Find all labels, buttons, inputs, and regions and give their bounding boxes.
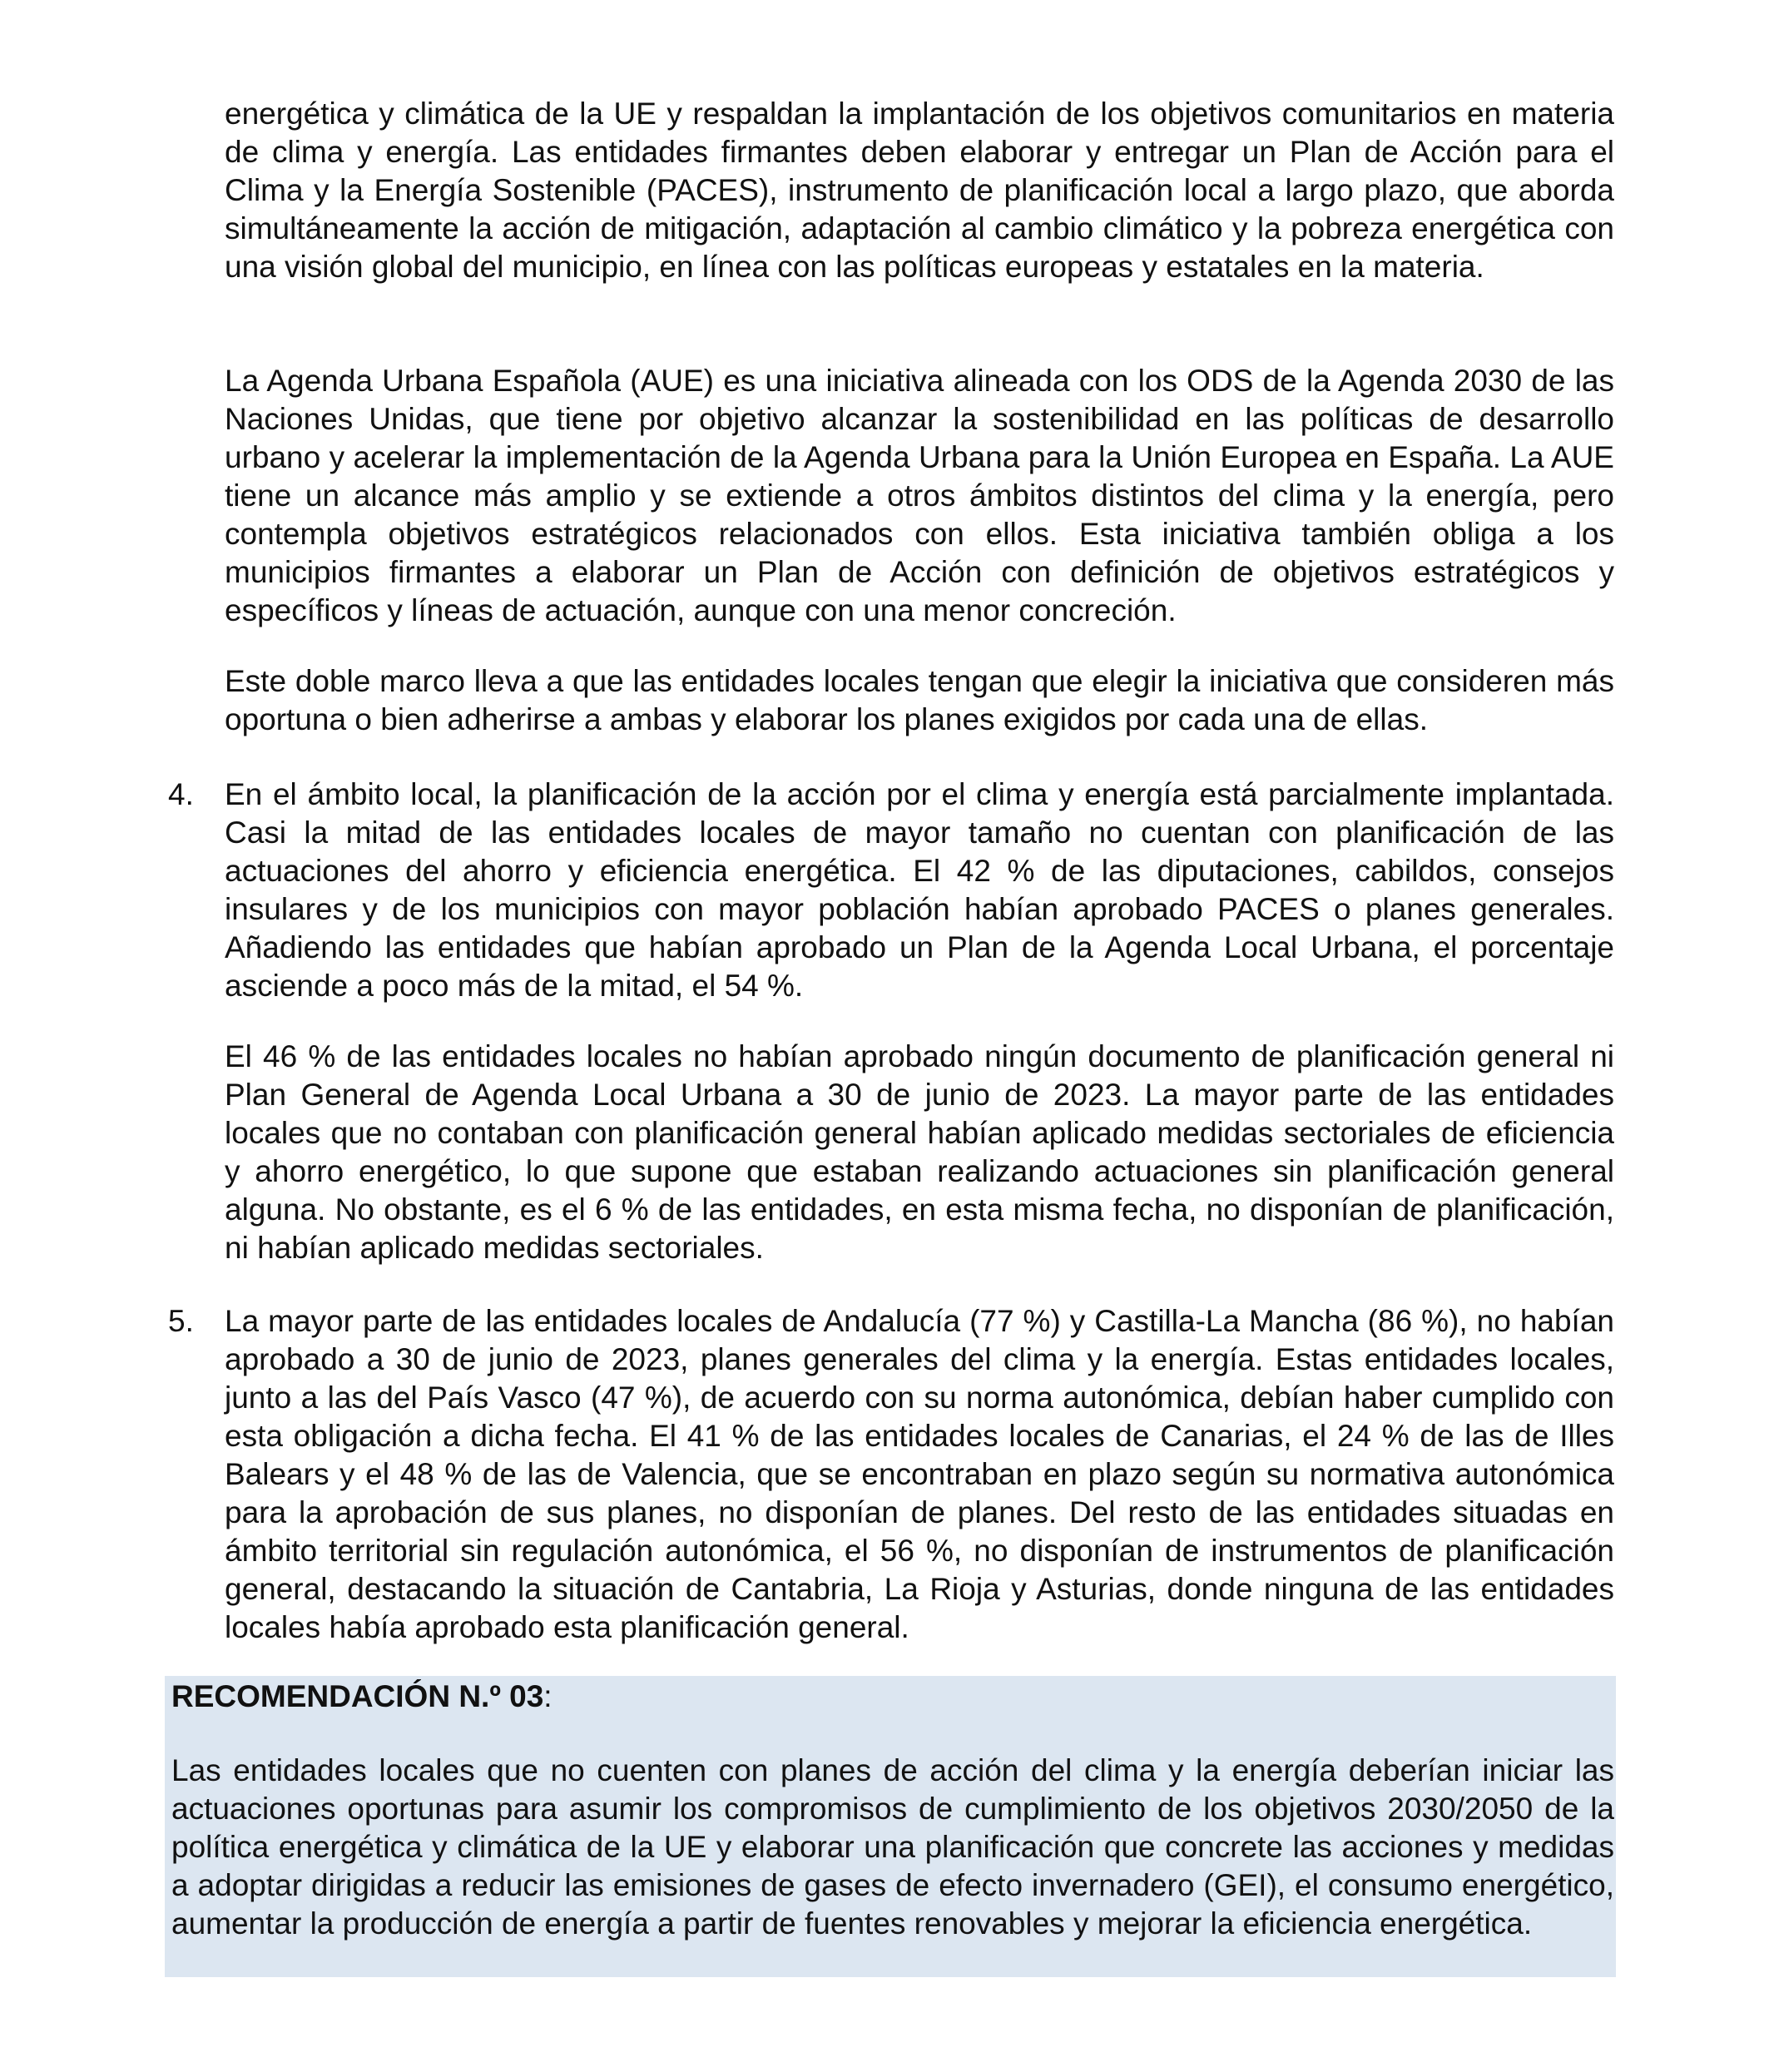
paragraph-paces: energética y climática de la UE y respaldan la implantación de los objetivos comunitarios en materia de clima y energía. Las entidades firmantes deben elaborar y entregar un Plan de Acción para el Clima y la Energía Sostenible (PACES), instrumento de planificación local a largo plazo, que aborda simultáneamente la acción de mitigación, adaptación al cambio climático y la pobreza energética con una visión global del municipio, en línea con las políticas europeas y estatales en la materia. [225,97,1614,284]
list-number-4: 4. [168,777,194,811]
list-item-4-continuation: El 46 % de las entidades locales no habían aprobado ningún documento de planificación general ni Plan General de Agenda Local Urbana a 30 de junio de 2023. La mayor parte de las entidades locales que no contaban con planificación general habían aplicado medidas sectoriales de eficiencia y ahorro energético, lo que supone que estaban realizando actuaciones sin planificación general alguna. No obstante, es el 6 % de las entidades, en esta misma fecha, no disponían de planificación, ni habían aplicado medidas sectoriales. [225,1039,1614,1265]
list-number-5: 5. [168,1304,194,1338]
recommendation-title [171,1678,553,1716]
recommendation-title-colon: : [543,1679,553,1713]
list-item-4-text: En el ámbito local, la planificación de la acción por el clima y energía está parcialmente implantada. Casi la mitad de las entidades locales de mayor tamaño no cuentan con planificación de las actuaciones del ahorro y eficiencia energética. El 42 % de las diputaciones, cabildos, consejos insulares y de los municipios con mayor población habían aprobado PACES o planes generales. Añadiendo las entidades que habían aprobado un Plan de la Agenda Local Urbana, el porcentaje asciende a poco más de la mitad, el 54 %. [225,777,1614,1003]
list-item-5-text: La mayor parte de las entidades locales de Andalucía (77 %) y Castilla-La Mancha (86 %), no habían aprobado a 30 de junio de 2023, planes generales del clima y la energía. Estas entidades locales, junto a las del País Vasco (47 %), de acuerdo con su norma autonómica, debían haber cumplido con esta obligación a dicha fecha. El 41 % de las entidades locales de Canarias, el 24 % de las de Illes Balears y el 48 % de las de Valencia, que se encontraban en plazo según su normativa autonómica para la aprobación de sus planes, no disponían de planes. Del resto de las entidades situadas en ámbito territorial sin regulación autonómica, el 56 %, no disponían de instrumentos de planificación general, destacando la situación de Cantabria, La Rioja y Asturias, donde ninguna de las entidades locales había aprobado esta planificación general. [225,1304,1614,1644]
recommendation-title-text: RECOMENDACIÓN N.º 03 [171,1679,544,1713]
recommendation-body: Las entidades locales que no cuenten con planes de acción del clima y la energía deberían iniciar las actuaciones oportunas para asumir los compromisos de cumplimiento de los objetivos 2030/2050 de la política energética y climática de la UE y elaborar una planificación que concrete las acciones y medidas a adoptar dirigidas a reducir las emisiones de gases de efecto invernadero (GEI), el consumo energético, aumentar la producción de energía a partir de fuentes renovables y mejorar la eficiencia energética. [171,1753,1614,1941]
paragraph-doble-marco: Este doble marco lleva a que las entidades locales tengan que elegir la iniciativa que consideren más oportuna o bien adherirse a ambas y elaborar los planes exigidos por cada una de ellas. [225,664,1614,736]
paragraph-agenda-urbana: La Agenda Urbana Española (AUE) es una iniciativa alineada con los ODS de la Agenda 2030 de las Naciones Unidas, que tiene por objetivo alcanzar la sostenibilidad en las políticas de desarrollo urbano y acelerar la implementación de la Agenda Urbana para la Unión Europea en España. La AUE tiene un alcance más amplio y se extiende a otros ámbitos distintos del clima y la energía, pero contempla objetivos estratégicos relacionados con ellos. Esta iniciativa también obliga a los municipios firmantes a elaborar un Plan de Acción con definición de objetivos estratégicos y específicos y líneas de actuación, aunque con una menor concreción. [225,364,1614,627]
